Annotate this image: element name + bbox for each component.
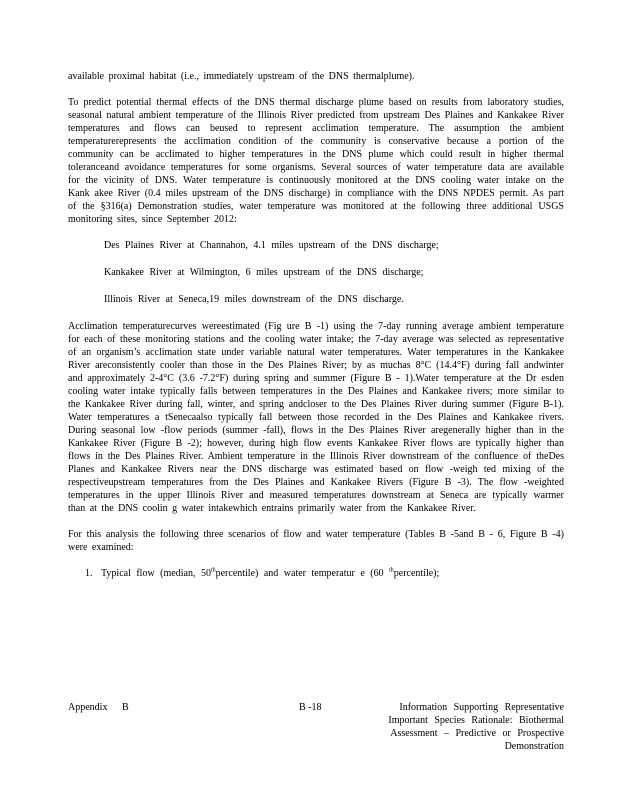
monitoring-sites-list bbox=[68, 239, 564, 306]
footer-appendix: Appendix B bbox=[68, 702, 129, 713]
list-item bbox=[68, 266, 564, 279]
item-text-a: Typical flow (median, 50 bbox=[101, 568, 211, 579]
paragraph-acclimation: Acclimation temperaturecurves wereestimated (Fig ure B -1) using the 7-day running average ambient temperature for each of these monitoring stations and the cooling water intake; the 7-day average was selected as representative of an organism’s acclimation state under variable natural water temperatures. Water temperatures in the Kankakee River areconsistently cooler than those in the Des Plaines River; by as muchas 8°C (14.4°F) during fall andwinter and approximately 2-4°C (3.6 -7.2°F) during spring and summer (Figure B - 1).Water temperature at the Dr esden cooling water intake typically falls between temperatures in the Des Plaines and Kankakee rivers; more similar to the Kankakee River during fall, winter, and spring andcloser to the Des Plaines River during summer (Figure B-1). Water temperatures a tSenecaalso typically fall between those recorded in the Des Plaines and Kankakee rivers. During seasonal low -flow periods (summer -fall), flows in the Des Plaines River aregenerally higher than in the Kankakee River (Figure B -2); however, during high flow events Kankakee River flows are typically higher than flows in the Des Plaines River. Ambient temperature in the Illinois River downstream of the confluence of theDes Planes and Kankakee Rivers near the DNS discharge was estimated based on flow -weigh ted mixing of the respectiveupstream temperatures from the Des Plaines and Kankakee Rivers (Figure B -3). The flow -weighted temperatures in the upper Illinois River and measured temperatures downstream at Seneca are typically warmer than at the DNS coolin g water intakewhich entrains primarily water from the Kankakee River. bbox=[68, 321, 564, 514]
list-item bbox=[68, 239, 564, 252]
item-text-c: percentile); bbox=[393, 568, 440, 579]
list-item-text: Des Plaines River at Channahon, 4.1 miles upstream of the DNS discharge; bbox=[104, 240, 439, 251]
item-number: 1. bbox=[85, 568, 93, 579]
list-item-text: Kankakee River at Wilmington, 6 miles upstream of the DNS discharge; bbox=[104, 267, 424, 278]
page-footer bbox=[68, 701, 564, 761]
scenario-item-1 bbox=[68, 567, 564, 580]
superscript: th bbox=[389, 567, 394, 574]
item-text-b: percentile) and water temperatur e (60 bbox=[215, 568, 390, 579]
footer-page-number: B -18 bbox=[299, 702, 322, 713]
paragraph-habitat: available proximal habitat (i.e., immediately upstream of the DNS thermalplume). bbox=[68, 71, 415, 82]
document-body bbox=[68, 70, 564, 580]
list-item bbox=[68, 293, 564, 306]
superscript: th bbox=[210, 567, 216, 574]
paragraph-thermal-effects: To predict potential thermal effects of the DNS thermal discharge plume based on results from laboratory studies, seasonal natural ambient temperature of the Illinois River predicted from upstream Des Plaines and Kankakee River temperatures and flows can beused to represent acclimation temperature. The assumption the ambient temperaturerepresents the acclimation condition of the community is conservative because a portion of the community can be acclimated to higher temperatures in the DNS plume which could result in higher thermal toleranceand avoidance temperatures for some organisms. Several sources of water temperature data are available for the vicinity of DNS. Water temperature is continuously monitored at the DNS cooling water intake on the Kank akee River (0.4 miles upstream of the DNS discharge) in compliance with the DNS NPDES permit. As part of the §316(a) Demonstration studies, water temperature was monitored at the following three additional USGS monitoring sites, since September 2012: bbox=[68, 97, 564, 225]
footer-title: Information Supporting Representative Important Species Rationale: Biothermal Assessment – Predictive or Prospective Demonstration bbox=[388, 702, 564, 752]
paragraph-scenarios: For this analysis the following three scenarios of flow and water temperature (Tables B -5and B - 6, Figure B -4) were examined: bbox=[68, 529, 564, 553]
list-item-text: Illinois River at Seneca,19 miles downstream of the DNS discharge. bbox=[104, 294, 404, 305]
